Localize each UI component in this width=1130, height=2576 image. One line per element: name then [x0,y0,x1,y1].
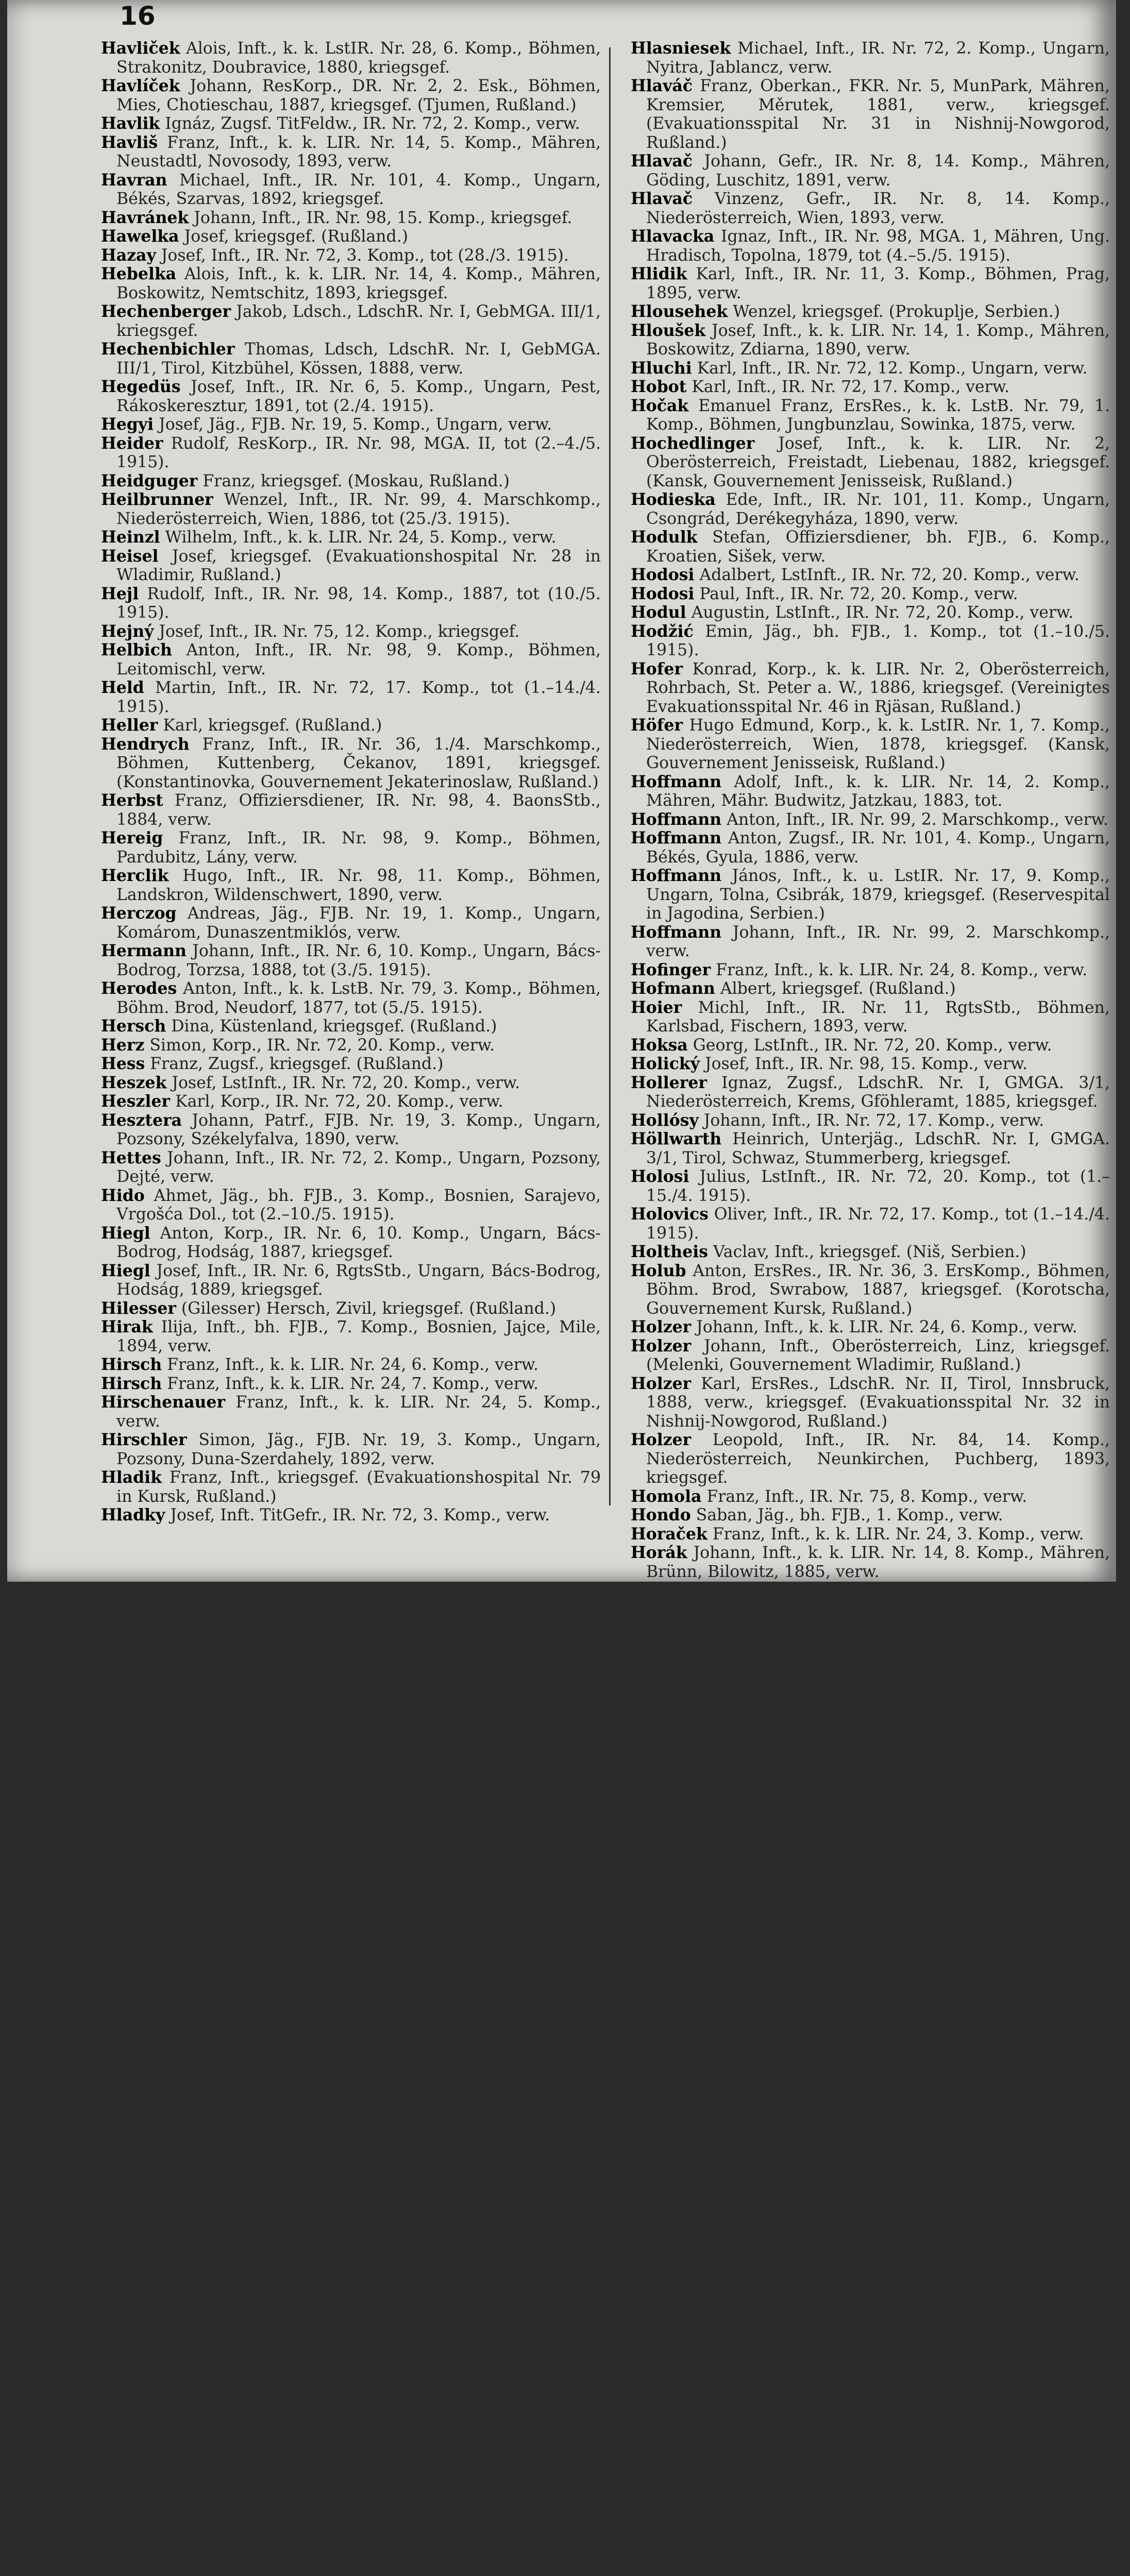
entry-details: Martin, Inft., IR. Nr. 72, 17. Komp., tot (1.–14./4. 1915). [116,679,601,716]
entry-details: Karl, ErsRes., LdschR. Nr. II, Tirol, Innsbruck, 1888, verw., kriegsgef. (Evakuationsspital Nr. 32 in Nishnij-Nowgorod, Rußland.) [646,1374,1110,1431]
entry-surname: Höfer [631,716,683,735]
entry-details: Anton, ErsRes., IR. Nr. 36, 3. ErsKomp., Böhmen, Böhm. Brod, Swrabow, 1887, kriegsgef. (Korotscha, Gouvernement Kursk, Rußland.) [646,1261,1110,1318]
register-entry [101,829,601,867]
entry-surname: Hirsch [101,1355,162,1374]
left-column [101,39,601,1525]
register-entry [631,979,1110,998]
entry-details: Julius, LstInft., IR. Nr. 72, 20. Komp., tot (1.–15./4. 1915). [646,1167,1110,1205]
entry-surname: Heszek [101,1073,167,1092]
entry-details: Josef, Inft., IR. Nr. 75, 12. Komp., kriegsgef. [159,622,520,641]
entry-surname: Holovics [631,1205,709,1224]
register-entry [101,209,601,228]
entry-surname: Hladky [101,1505,165,1524]
entry-details: Paul, Inft., IR. Nr. 72, 20. Komp., verw. [699,584,1018,603]
register-entry [101,1506,601,1525]
entry-surname: Hilesser [101,1298,176,1318]
register-entry [101,1393,601,1431]
register-entry [631,1487,1110,1506]
register-entry [101,1375,601,1394]
entry-surname: Havlíček [101,76,180,95]
register-entry [631,867,1110,923]
entry-surname: Heszler [101,1092,171,1111]
register-entry [631,321,1110,359]
entry-details: Franz, Zugsf., kriegsgef. (Rußland.) [150,1055,444,1073]
entry-surname: Hollerer [631,1073,707,1092]
entry-details: Karl, Korp., IR. Nr. 72, 20. Komp., verw. [175,1092,503,1111]
entry-details: Johann, Inft., k. k. LIR. Nr. 14, 8. Komp., Mähren, Brünn, Bilowitz, 1885, verw. [646,1544,1110,1581]
register-entry [101,867,601,904]
entry-surname: Hochedlinger [631,433,755,453]
register-entry [101,622,601,641]
entry-surname: Hettes [101,1148,161,1167]
register-entry [101,1224,601,1262]
entry-details: Franz, Inft., k. k. LIR. Nr. 24, 3. Komp., verw. [712,1524,1084,1544]
register-entry [101,1036,601,1055]
register-entry [101,735,601,792]
register-entry [101,1187,601,1224]
entry-details: Josef, Inft., IR. Nr. 6, RgtsStb., Ungarn, Bács-Bodrog, Hodság, 1889, kriegsgef. [116,1261,601,1299]
register-entry [631,378,1110,397]
register-entry [101,528,601,547]
entry-details: Wenzel, Inft., IR. Nr. 99, 4. Marschkomp., Niederösterreich, Wien, 1886, tot (25./3. 1915). [116,490,601,528]
entry-surname: Hondo [631,1505,691,1524]
entry-details: Alois, Inft., k. k. LIR. Nr. 14, 4. Komp., Mähren, Boskowitz, Nemtschitz, 1893, kriegsgef. [116,265,601,302]
entry-surname: Heinzl [101,528,160,547]
entry-surname: Havliš [101,132,158,152]
register-entry [631,265,1110,302]
register-entry [101,1017,601,1036]
register-entry [101,265,601,302]
entry-details: Karl, Inft., IR. Nr. 11, 3. Komp., Böhmen, Prag, 1895, verw. [646,265,1110,302]
entry-surname: Hoier [631,997,682,1017]
entry-details: Oliver, Inft., IR. Nr. 72, 17. Komp., tot (1.–14./4. 1915). [646,1205,1110,1243]
entry-surname: Hoffmann [631,772,722,791]
entry-details: Alois, Inft., k. k. LstIR. Nr. 28, 6. Komp., Böhmen, Strakonitz, Doubravice, 1880, kriegsgef. [116,39,601,77]
register-entry [101,77,601,114]
entry-details: Ilija, Inft., bh. FJB., 7. Komp., Bosnien, Jajce, Mile, 1894, verw. [116,1318,601,1355]
entry-details: Johann, Gefr., IR. Nr. 8, 14. Komp., Mähren, Göding, Luschitz, 1891, verw. [646,152,1110,190]
register-entry [101,716,601,735]
entry-surname: Hegedüs [101,377,181,396]
entry-surname: Holub [631,1261,686,1280]
register-entry [101,227,601,246]
register-entry [101,791,601,829]
entry-details: Rudolf, ResKorp., IR. Nr. 98, MGA. II, tot (2.–4./5. 1915). [116,434,601,471]
register-entry [101,171,601,209]
entry-surname: Hesztera [101,1110,182,1130]
register-entry [631,1205,1110,1243]
register-entry [101,246,601,265]
entry-details: Franz, Inft., IR. Nr. 36, 1./4. Marschkomp., Böhmen, Kuttenberg, Čekanov, 1891, kriegsgef. (Konstantinovka, Gouvernement Jekaterinoslaw, Rußland.) [116,735,601,791]
register-entry [101,979,601,1017]
register-entry [101,1092,601,1111]
register-entry [101,490,601,528]
entry-surname: Hlaváč [631,76,693,95]
register-entry [631,1167,1110,1205]
entry-surname: Hloušek [631,320,706,340]
entry-details: Karl, kriegsgef. (Rußland.) [163,716,382,735]
entry-surname: Hersch [101,1016,166,1036]
entry-surname: Hermann [101,941,187,960]
entry-details: Franz, Inft., kriegsgef. (Evakuationshospital Nr. 79 in Kursk, Rußland.) [116,1468,601,1506]
entry-surname: Hollósy [631,1110,699,1130]
entry-surname: Hechenberger [101,302,231,321]
entry-details: Franz, Inft., IR. Nr. 98, 9. Komp., Böhmen, Pardubitz, Lány, verw. [116,829,601,867]
register-entry [631,1525,1110,1544]
entry-surname: Havránek [101,208,189,227]
entry-surname: Hido [101,1185,145,1205]
entry-surname: Holzer [631,1336,692,1355]
entry-details: Jakob, Ldsch., LdschR. Nr. I, GebMGA. III/1, kriegsgef. [116,302,601,340]
entry-surname: Hodosi [631,565,695,584]
entry-details: Josef, kriegsgef. (Rußland.) [184,227,409,246]
register-entry [101,415,601,434]
register-entry [631,39,1110,77]
register-entry [631,716,1110,773]
register-entry [631,1055,1110,1074]
entry-surname: Hebelka [101,264,177,283]
entry-details: Thomas, Ldsch, LdschR. Nr. I, GebMGA. III/1, Tirol, Kitzbühel, Kössen, 1888, verw. [116,340,601,378]
register-entry [101,1074,601,1093]
entry-details: Josef, Inft., k. k. LIR. Nr. 14, 1. Komp., Mähren, Boskowitz, Zdiarna, 1890, verw. [646,321,1110,359]
entry-details: Heinrich, Unterjäg., LdschR. Nr. I, GMGA. 3/1, Tirol, Schwaz, Stummerberg, kriegsgef. [646,1130,1110,1167]
entry-surname: Hodulk [631,528,698,547]
entry-surname: Höllwarth [631,1129,722,1148]
entry-surname: Hofinger [631,960,711,979]
entry-surname: Hechenbichler [101,340,235,359]
entry-details: Josef, Inft., IR. Nr. 6, 5. Komp., Ungarn, Pest, Rákoskeresztur, 1891, tot (2./4. 1915). [116,378,601,415]
entry-surname: Havliček [101,39,180,58]
entry-surname: Hlasniesek [631,39,731,58]
entry-surname: Hiegl [101,1223,150,1243]
entry-details: Hugo, Inft., IR. Nr. 98, 11. Komp., Böhmen, Landskron, Wildenschwert, 1890, verw. [116,867,601,904]
entry-surname: Hawelka [101,227,179,246]
entry-details: Franz, Inft., k. k. LIR. Nr. 14, 5. Komp., Mähren, Neustadtl, Novosody, 1893, verw. [116,133,601,171]
register-entry [631,227,1110,265]
entry-surname: Hejl [101,584,139,603]
entry-details: Karl, Inft., IR. Nr. 72, 12. Komp., Ungarn, verw. [697,359,1088,378]
entry-details: Anton, Inft., IR. Nr. 99, 2. Marschkomp., verw. [727,810,1108,829]
entry-details: Georg, LstInft., IR. Nr. 72, 20. Komp., verw. [693,1036,1052,1055]
entry-details: Michl, Inft., IR. Nr. 11, RgtsStb., Böhmen, Karlsbad, Fischern, 1893, verw. [646,998,1110,1036]
register-entry [101,1149,601,1187]
entry-details: Franz, Inft., k. k. LIR. Nr. 24, 6. Komp., verw. [167,1355,538,1374]
entry-surname: Helbich [101,640,172,659]
entry-surname: Hoffmann [631,866,722,885]
entry-surname: Herclik [101,866,169,885]
entry-details: Franz, Inft., IR. Nr. 75, 8. Komp., verw. [706,1487,1027,1506]
entry-details: Franz, Inft., k. k. LIR. Nr. 24, 8. Komp., verw. [716,960,1088,979]
register-entry [101,1431,601,1468]
register-entry [631,923,1110,961]
entry-details: Michael, Inft., IR. Nr. 101, 4. Komp., Ungarn, Békés, Szarvas, 1892, kriegsgef. [116,171,601,208]
entry-surname: Homola [631,1486,702,1506]
register-entry [631,190,1110,227]
entry-surname: Hodul [631,603,686,622]
entry-details: Ede, Inft., IR. Nr. 101, 11. Komp., Ungarn, Csongrád, Derékegyháza, 1890, verw. [646,490,1110,528]
entry-surname: Hejný [101,621,154,641]
entry-details: Ignaz, Inft., IR. Nr. 98, MGA. 1, Mähren, Ung. Hradisch, Topolna, 1879, tot (4.–5./5. 1915). [646,227,1110,265]
entry-surname: Hodieska [631,490,716,509]
register-entry [101,641,601,679]
entry-surname: Hiegl [101,1261,150,1280]
entry-details: Simon, Jäg., FJB. Nr. 19, 3. Komp., Ungarn, Pozsony, Duna-Szerdahely, 1892, verw. [116,1431,601,1468]
entry-details: Johann, Inft., IR. Nr. 72, 17. Komp., verw. [703,1111,1044,1130]
register-entry [631,1506,1110,1525]
register-entry [101,114,601,133]
entry-details: Vaclav, Inft., kriegsgef. (Niš, Serbien.) [713,1243,1026,1261]
entry-surname: Hendrych [101,734,190,754]
entry-details: Wilhelm, Inft., k. k. LIR. Nr. 24, 5. Komp., verw. [165,528,556,547]
entry-details: Konrad, Korp., k. k. LIR. Nr. 2, Oberösterreich, Rohrbach, St. Peter a. W., 1886, kriegsgef. (Vereinigtes Evakuationsspital Nr. 46 in Rjäsan, Rußland.) [646,659,1110,716]
register-entry [631,829,1110,867]
entry-surname: Heider [101,433,163,453]
entry-surname: Hoffmann [631,809,722,829]
entry-surname: Hodosi [631,584,695,603]
entry-details: Franz, Inft., k. k. LIR. Nr. 24, 7. Komp., verw. [167,1374,538,1393]
entry-surname: Hoffmann [631,922,722,942]
entry-surname: Hoffmann [631,828,722,848]
entry-surname: Hlousehek [631,302,728,321]
register-entry [101,472,601,491]
entry-details: (Gilesser) Hersch, Zivil, kriegsgef. (Rußland.) [181,1299,556,1318]
entry-surname: Hirschler [101,1430,187,1449]
entry-details: Johann, Inft., k. k. LIR. Nr. 24, 6. Komp., verw. [696,1318,1077,1336]
register-entry [101,547,601,585]
entry-details: Rudolf, Inft., IR. Nr. 98, 14. Komp., 1887, tot (10./5. 1915). [116,584,601,622]
entry-details: Franz, Oberkan., FKR. Nr. 5, MunPark, Mähren, Kremsier, Měrutek, 1881, verw., kriegsgef. (Evakuationsspital Nr. 31 in Nishnij-Nowgorod, Rußland.) [646,77,1110,152]
register-entry [101,1262,601,1299]
entry-details: Ignáz, Zugsf. TitFeldw., IR. Nr. 72, 2. Komp., verw. [165,114,580,133]
entry-surname: Holzer [631,1430,692,1449]
entry-surname: Hirsch [101,1374,162,1393]
register-entry [101,340,601,378]
register-entry [101,679,601,716]
register-entry [101,942,601,979]
entry-details: Franz, kriegsgef. (Moskau, Rußland.) [203,471,510,490]
register-entry [101,1355,601,1375]
register-entry [631,302,1110,321]
entry-surname: Hirschenauer [101,1393,226,1412]
entry-surname: Havlik [101,114,160,133]
entry-details: Ahmet, Jäg., bh. FJB., 3. Komp., Bosnien, Sarajevo, Vrgošća Dol., tot (2.–10./5. 1915). [116,1186,601,1224]
register-entry [631,622,1110,660]
register-entry [631,603,1110,622]
entry-details: Josef, Inft. TitGefr., IR. Nr. 72, 3. Komp., verw. [170,1506,550,1524]
entry-surname: Hodžić [631,621,694,641]
entry-surname: Hegyi [101,415,154,434]
register-entry [101,302,601,340]
entry-surname: Holosi [631,1167,689,1186]
entry-details: Adalbert, LstInft., IR. Nr. 72, 20. Komp., verw. [699,566,1080,584]
register-entry [631,961,1110,980]
entry-details: Josef, kriegsgef. (Evakuationshospital Nr. 28 in Wladimir, Rußland.) [116,547,601,584]
entry-details: Stefan, Offiziersdiener, bh. FJB., 6. Komp., Kroatien, Sišek, verw. [646,528,1110,566]
column-divider [609,47,611,1505]
entry-details: Anton, Zugsf., IR. Nr. 101, 4. Komp., Ungarn, Békés, Gyula, 1886, verw. [646,829,1110,867]
entry-details: Johann, Inft., IR. Nr. 72, 2. Komp., Ungarn, Pozsony, Dejté, verw. [116,1148,601,1186]
register-entry [101,1299,601,1318]
register-entry [101,133,601,171]
entry-surname: Hlavač [631,189,693,208]
entry-surname: Hladik [101,1468,162,1487]
entry-surname: Horák [631,1543,687,1562]
entry-surname: Hofmann [631,979,715,998]
register-entry [101,1318,601,1355]
entry-details: Josef, Inft., IR. Nr. 72, 3. Komp., tot (28./3. 1915). [161,246,569,265]
entry-details: Johann, Inft., IR. Nr. 98, 15. Komp., kriegsgef. [194,208,572,227]
entry-details: Anton, Inft., IR. Nr. 98, 9. Komp., Böhmen, Leitomischl, verw. [116,641,601,679]
register-entry [631,359,1110,378]
register-entry [631,1111,1110,1130]
entry-surname: Herbst [101,791,163,810]
entry-details: Emanuel Franz, ErsRes., k. k. LstB. Nr. 79, 1. Komp., Böhmen, Jungbunzlau, Sowinka, 1875, verw. [646,396,1110,434]
register-entry [631,434,1110,491]
entry-surname: Hlavacka [631,227,715,246]
register-entry [101,1468,601,1506]
entry-details: Vinzenz, Gefr., IR. Nr. 8, 14. Komp., Niederösterreich, Wien, 1893, verw. [646,190,1110,227]
register-entry [101,1111,601,1149]
entry-surname: Herczog [101,904,177,923]
entry-details: Emin, Jäg., bh. FJB., 1. Komp., tot (1.–10./5. 1915). [646,622,1110,659]
entry-details: Anton, Korp., IR. Nr. 6, 10. Komp., Ungarn, Bács-Bodrog, Hodság, 1887, kriegsgef. [116,1224,601,1261]
entry-surname: Hazay [101,245,156,265]
entry-surname: Heilbrunner [101,490,213,509]
right-column [631,39,1110,1581]
entry-details: Dina, Küstenland, kriegsgef. (Rußland.) [171,1017,497,1036]
entry-surname: Hess [101,1054,145,1073]
register-entry [101,1055,601,1074]
entry-details: Adolf, Inft., k. k. LIR. Nr. 14, 2. Komp., Mähren, Mähr. Budwitz, Jatzkau, 1883, tot. [646,772,1110,810]
register-entry [631,585,1110,604]
register-entry [631,1431,1110,1487]
register-entry [631,1036,1110,1055]
entry-details: Johann, Inft., IR. Nr. 99, 2. Marschkomp., verw. [646,923,1110,960]
entry-details: Johann, Patrf., FJB. Nr. 19, 3. Komp., Ungarn, Pozsony, Székelyfalva, 1890, verw. [116,1111,601,1148]
entry-details: Wenzel, kriegsgef. (Prokuplje, Serbien.) [733,302,1060,321]
entry-details: Simon, Korp., IR. Nr. 72, 20. Komp., verw. [149,1036,495,1055]
register-entry [631,1130,1110,1167]
viewer-footer [0,1582,1130,1711]
entry-surname: Holtheis [631,1242,708,1261]
register-entry [101,434,601,472]
register-entry [101,378,601,415]
register-entry [631,1544,1110,1581]
entry-surname: Hereig [101,828,163,848]
entry-surname: Held [101,678,144,697]
entry-details: Johann, Inft., IR. Nr. 6, 10. Komp., Ungarn, Bács-Bodrog, Torzsa, 1888, tot (3./5. 1915). [116,942,601,979]
entry-surname: Herodes [101,979,177,998]
entry-surname: Holický [631,1054,700,1073]
entry-surname: Heisel [101,546,159,566]
register-entry [631,528,1110,566]
entry-details: Hugo Edmund, Korp., k. k. LstIR. Nr. 1, 7. Komp., Niederösterreich, Wien, 1878, kriegsgef. (Kansk, Gouvernement Jenisseisk, Rußland.) [646,716,1110,772]
register-entry [631,1243,1110,1262]
entry-details: Josef, Inft., IR. Nr. 98, 15. Komp., verw. [705,1055,1028,1073]
entry-details: Johann, ResKorp., DR. Nr. 2, 2. Esk., Böhmen, Mies, Chotieschau, 1887, kriegsgef. (Tjumen, Rußland.) [116,77,601,114]
entry-surname: Holzer [631,1317,692,1336]
register-entry [631,1337,1110,1375]
register-entry [631,660,1110,717]
register-entry [631,810,1110,829]
entry-details: Josef, LstInft., IR. Nr. 72, 20. Komp., verw. [172,1073,520,1092]
entry-surname: Horaček [631,1524,707,1544]
register-entry [101,904,601,942]
register-entry [631,1375,1110,1431]
entry-details: Josef, Inft., k. k. LIR. Nr. 2, Oberösterreich, Freistadt, Liebenau, 1882, kriegsgef. (Kansk, Gouvernement Jenisseisk, Rußland.) [646,434,1110,490]
entry-surname: Hlavač [631,151,693,171]
entry-details: János, Inft., k. u. LstIR. Nr. 17, 9. Komp., Ungarn, Tolna, Csibrák, 1879, kriegsgef. (Reservespital in Jagodina, Serbien.) [646,867,1110,923]
register-entry [101,585,601,622]
entry-details: Franz, Offiziersdiener, IR. Nr. 98, 4. BaonsStb., 1884, verw. [116,791,601,829]
entry-details: Albert, kriegsgef. (Rußland.) [720,979,956,998]
register-entry [631,152,1110,190]
entry-surname: Hlidik [631,264,687,283]
register-entry [631,566,1110,585]
entry-details: Johann, Inft., Oberösterreich, Linz, kriegsgef. (Melenki, Gouvernement Wladimir, Rußland.) [646,1336,1110,1374]
entry-surname: Hočak [631,396,689,415]
entry-details: Michael, Inft., IR. Nr. 72, 2. Komp., Ungarn, Nyitra, Jablancz, verw. [646,39,1110,77]
scanned-page [7,0,1116,1582]
register-entry [631,1262,1110,1318]
register-entry [631,397,1110,434]
entry-surname: Hobot [631,377,687,396]
entry-surname: Hoksa [631,1035,688,1055]
register-entry [101,39,601,77]
entry-surname: Heidguger [101,471,198,490]
register-entry [631,773,1110,810]
entry-details: Ignaz, Zugsf., LdschR. Nr. I, GMGA. 3/1, Niederösterreich, Krems, Gföhleramt, 1885, kriegsgef. [646,1073,1110,1111]
entry-details: Franz, Inft., k. k. LIR. Nr. 24, 5. Komp., verw. [116,1393,601,1431]
entry-details: Leopold, Inft., IR. Nr. 84, 14. Komp., Niederösterreich, Neunkirchen, Puchberg, 1893, kriegsgef. [646,1431,1110,1487]
entry-details: Saban, Jäg., bh. FJB., 1. Komp., verw. [696,1506,1003,1524]
entry-surname: Herz [101,1035,145,1055]
entry-surname: Hirak [101,1317,153,1336]
entry-details: Josef, Jäg., FJB. Nr. 19, 5. Komp., Ungarn, verw. [159,415,552,434]
entry-surname: Hluchi [631,358,692,378]
page-number: 16 [120,1,156,31]
register-entry [631,490,1110,528]
register-entry [631,1074,1110,1111]
entry-details: Augustin, LstInft., IR. Nr. 72, 20. Komp., verw. [691,603,1074,622]
register-entry [631,77,1110,152]
entry-surname: Holzer [631,1374,692,1393]
entry-details: Andreas, Jäg., FJB. Nr. 19, 1. Komp., Ungarn, Komárom, Dunaszentmiklós, verw. [116,904,601,942]
entry-surname: Hofer [631,659,683,679]
entry-surname: Heller [101,716,158,735]
entry-details: Anton, Inft., k. k. LstB. Nr. 79, 3. Komp., Böhmen, Böhm. Brod, Neudorf, 1877, tot (5./5. 1915). [116,979,601,1017]
register-entry [631,1318,1110,1337]
entry-details: Karl, Inft., IR. Nr. 72, 17. Komp., verw. [692,378,1009,396]
register-entry [631,998,1110,1036]
entry-surname: Havran [101,170,167,190]
